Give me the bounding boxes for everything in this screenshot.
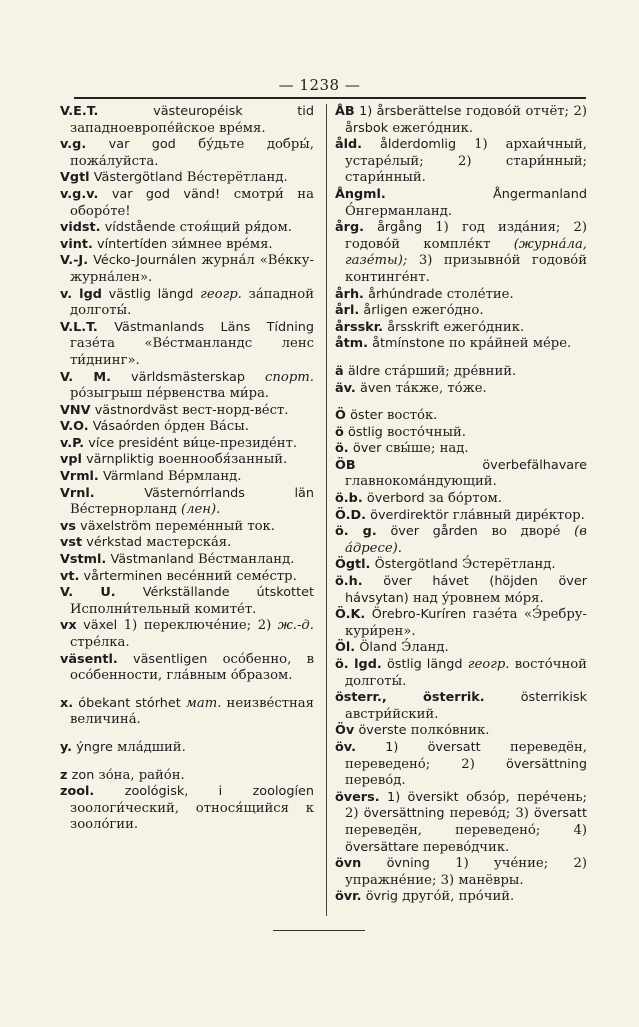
entry-label: (журна́ла, газе́ты);	[345, 236, 587, 269]
dictionary-entry	[60, 469, 314, 486]
dictionary-entry	[60, 253, 314, 286]
entry-swedish: växelström	[80, 518, 152, 534]
page-number: — 1238 —	[278, 76, 361, 94]
entry-translation: о́рден Ва́сы.	[164, 419, 249, 435]
entry-translation: мастерска́я.	[146, 535, 232, 551]
dictionary-entry	[335, 381, 587, 398]
dictionary-entry	[60, 552, 314, 569]
entry-headword: Ångml.	[335, 186, 386, 202]
entry-translation: ежего́дник.	[443, 319, 525, 335]
dictionary-entry	[60, 569, 314, 586]
entry-swedish: 1) årsberättelse	[359, 104, 462, 119]
entry-headword: Ö.D.	[335, 507, 366, 523]
dictionary-entry	[60, 652, 314, 685]
entry-headword: åld.	[335, 137, 363, 153]
entry-headword: övr.	[335, 889, 362, 905]
entry-headword: ö.	[335, 441, 349, 457]
entry-translation: 1) архаи́чный, устаре́лый; 2) стари́нный; стари́нный.	[345, 137, 587, 186]
entry-swedish: Västernórrlands län	[144, 485, 314, 501]
entry-translation: перево́дчик.	[422, 839, 510, 855]
entry-translation: весе́нний семе́стр.	[166, 568, 297, 584]
dictionary-entry	[60, 768, 314, 785]
entry-translation: бу́дьте добры́, пожа́луйста.	[70, 137, 314, 169]
entry-headword: x.	[60, 695, 74, 711]
entry-swedish: årgång	[377, 220, 423, 236]
entry-swedish: österrikisk	[520, 690, 587, 706]
entry-swedish: översättare	[345, 839, 419, 855]
entry-headword: y.	[60, 739, 73, 755]
entry-translation: смотри́ на оборо́те!	[70, 186, 314, 219]
entry-headword: z	[60, 767, 68, 783]
entry-swedish: zon	[71, 767, 95, 783]
entry-headword: Vrml.	[60, 469, 99, 485]
entry-headword: V. U.	[60, 585, 116, 601]
dictionary-entry	[60, 220, 314, 237]
entry-headword: v. lgd	[60, 286, 102, 302]
entry-translation: ежего́дно.	[411, 303, 484, 319]
entry-translation: вест-норд-ве́ст.	[182, 402, 289, 418]
entry-translation: по кра́йней ме́ре.	[448, 336, 572, 352]
entry-swedish: öster	[350, 408, 383, 424]
entry-headword: V.O.	[60, 419, 89, 435]
entry-headword: Vrnl.	[60, 485, 95, 501]
entry-swedish: översatt	[533, 806, 587, 822]
entry-label: мат.	[185, 695, 222, 711]
entry-headword: årh.	[335, 286, 364, 302]
dictionary-entry	[60, 287, 314, 320]
entry-translation: 1) переключе́ние; 2)	[123, 618, 272, 634]
entry-swedish: 1) översatt	[385, 739, 481, 755]
entry-translation: за́падной долготы́.	[70, 286, 314, 319]
entry-swedish: översättning	[363, 806, 445, 822]
entry-swedish: världsmästerskap	[131, 369, 245, 385]
entry-swedish: över gården	[390, 524, 478, 540]
entry-translation: полко́вник.	[410, 723, 490, 739]
entry-translation: над у́ровнем мо́ря.	[412, 590, 544, 606]
entry-translation: журна́л «Ве́кку-журна́лен».	[70, 253, 314, 285]
entry-headword: vs	[60, 518, 76, 534]
entry-swedish: östlig	[348, 424, 383, 440]
dictionary-entry	[335, 408, 587, 425]
entry-swedish: Ångermanland	[493, 186, 587, 202]
dictionary-entry	[60, 486, 314, 519]
dictionary-entry	[335, 441, 587, 458]
entry-translation: обзо́р, пере́чень; 2)	[345, 789, 587, 822]
dictionary-entry	[60, 535, 314, 552]
entry-translation: Исполни́тельный комите́т.	[70, 601, 257, 617]
entry-swedish: ålderdomlig	[380, 137, 457, 153]
dictionary-entry	[335, 524, 587, 557]
dictionary-entry	[335, 137, 587, 187]
dictionary-entry	[60, 170, 314, 187]
entry-swedish: överbefälhavare	[482, 457, 587, 473]
entry-translation: перево́д.	[345, 773, 406, 789]
entry-swedish: även	[360, 380, 392, 396]
entry-swedish: 1) översikt	[387, 789, 459, 805]
entry-swedish: vårterminen	[83, 568, 163, 584]
entry-swedish: över	[352, 441, 382, 457]
entry-headword: vint.	[60, 236, 93, 252]
dictionary-entry	[335, 574, 587, 607]
entry-swedish: överbord	[366, 491, 425, 507]
entry-headword: ö.b.	[335, 491, 363, 507]
right-column	[335, 104, 587, 906]
entry-swedish: zoológisk, i zoologíen	[124, 784, 314, 800]
entry-swedish: östlig längd	[386, 657, 463, 672]
dictionary-entry	[335, 187, 587, 220]
entry-translation: Ве́рмланд.	[167, 469, 242, 485]
entry-translation: переме́нный ток.	[155, 518, 275, 534]
dictionary-entry	[335, 336, 587, 353]
dictionary-entry	[335, 287, 587, 304]
entry-translation: переведён, переведено́; 2)	[345, 739, 587, 772]
entry-swedish: Vásaórden	[92, 419, 160, 435]
entry-label: (в а́дресе).	[345, 524, 587, 556]
dictionary-entry	[335, 690, 587, 723]
dictionary-entry	[60, 137, 314, 170]
entry-swedish: óbekant stórhet	[78, 695, 181, 711]
entry-swedish: åtmínstone	[372, 336, 445, 352]
entry-translation: газе́та «Э́ребру-кури́рен».	[345, 607, 587, 639]
entry-headword: Ögtl.	[335, 557, 371, 573]
entry-headword: årsskr.	[335, 319, 384, 335]
entry-translation: годово́й отчёт; 2)	[465, 104, 587, 119]
entry-translation: ста́рший; дре́вний.	[384, 363, 517, 379]
entry-swedish: Värmland	[103, 469, 164, 485]
entry-headword: Ö	[335, 408, 346, 424]
entry-swedish: årligen	[363, 303, 408, 319]
entry-translation: во дворе́	[491, 524, 561, 540]
entry-translation: неизве́стная величина́.	[70, 695, 314, 728]
entry-swedish: Västmanlands Läns Tídning	[114, 319, 314, 335]
entry-translation: стоя́щий ря́дом.	[179, 220, 292, 236]
entry-label: геогр.	[467, 657, 510, 672]
entry-headword: V.E.T.	[60, 104, 99, 119]
entry-headword: äv.	[335, 380, 356, 396]
entry-translation: Ве́стернорланд	[70, 502, 177, 518]
entry-headword: vst	[60, 535, 83, 551]
entry-translation: перево́д; 3)	[449, 806, 529, 822]
entry-translation: Э́стерётланд.	[462, 557, 556, 573]
entry-translation: главнокома́ндующий.	[345, 474, 497, 490]
entry-headword: väsentl.	[60, 651, 118, 667]
entry-swedish: väsentligen	[133, 651, 208, 667]
entry-swedish: över hávet (höjden över hávsytan)	[345, 574, 587, 606]
dictionary-entry	[60, 237, 314, 254]
entry-swedish: Örebro-Kuríren	[371, 607, 467, 623]
entry-headword: Öl.	[335, 640, 356, 656]
entry-headword: ö. g.	[335, 524, 377, 540]
entry-swedish: översättning	[506, 756, 587, 772]
entry-translation: газе́та «Ве́стманландс ленс ти́днинг».	[70, 336, 314, 368]
entry-translation: О́нгерманланд.	[345, 203, 453, 219]
entry-swedish: var god vänd!	[111, 186, 221, 202]
entry-label: ж.-д.	[277, 618, 314, 634]
dictionary-entry	[60, 320, 314, 370]
entry-swedish: växel	[83, 618, 118, 634]
dictionary-entry	[60, 436, 314, 453]
dictionary-entry	[60, 370, 314, 403]
entry-headword: övers.	[335, 789, 380, 805]
entry-headword: VNV	[60, 402, 91, 418]
dictionary-entry	[60, 784, 314, 834]
dictionary-entry	[335, 740, 587, 790]
entry-swedish: ýngre	[76, 739, 113, 755]
entry-translation: ежего́дник.	[392, 120, 474, 136]
entry-swedish: víntertíden	[97, 236, 168, 252]
dictionary-entry	[335, 491, 587, 508]
entry-swedish: västnordväst	[94, 402, 179, 418]
entry-headword: Vstml.	[60, 552, 107, 568]
entry-translation: 1) уче́ние; 2) упражне́ние; 3) манёвры.	[345, 856, 587, 888]
dictionary-entry	[335, 220, 587, 286]
entry-swedish: århúndrade	[368, 286, 443, 302]
dictionary-entry	[335, 790, 587, 856]
entry-headword: v.g.v.	[60, 186, 99, 202]
entry-translation: мла́дший.	[117, 739, 186, 755]
dictionary-entry	[60, 740, 314, 757]
entry-headword: Ö.K.	[335, 607, 366, 623]
dictionary-entry	[60, 403, 314, 420]
entry-swedish: Vérkställande útskottet	[142, 585, 314, 601]
dictionary-entry	[335, 303, 587, 320]
dictionary-entry	[60, 585, 314, 618]
entry-headword: vidst.	[60, 220, 101, 236]
entry-swedish: västlig längd	[108, 286, 194, 302]
entry-label: спорт.	[265, 369, 314, 385]
entry-headword: V. M.	[60, 369, 111, 385]
entry-translation: зо́на, райо́н.	[98, 767, 185, 783]
entry-swedish: vérkstad	[86, 535, 143, 551]
entry-headword: ä	[335, 363, 344, 379]
entry-headword: vt.	[60, 568, 80, 584]
entry-swedish: övrig	[365, 889, 399, 905]
entry-translation: Ве́стерётланд.	[186, 170, 288, 186]
entry-swedish: äldre	[347, 363, 381, 379]
entry-headword: öv.	[335, 739, 356, 755]
dictionary-entry	[60, 618, 314, 651]
dictionary-entry	[335, 425, 587, 442]
entry-headword: övn	[335, 856, 362, 872]
entry-translation: зи́мнее вре́мя.	[171, 236, 273, 252]
entry-headword: V.-J.	[60, 253, 89, 269]
entry-translation: друго́й, про́чий.	[402, 889, 515, 905]
entry-headword: V.L.T.	[60, 319, 98, 335]
entry-translation: восто́чной долготы́.	[345, 657, 587, 689]
entry-swedish: västeuropéisk tid	[153, 104, 314, 119]
entry-headword: ÅB	[335, 104, 355, 119]
dictionary-entry	[335, 657, 587, 690]
entry-headword: årg.	[335, 220, 364, 236]
entry-swedish: värnpliktig	[86, 452, 154, 468]
entry-headword: ö. lgd.	[335, 657, 382, 672]
dictionary-entry	[335, 640, 587, 657]
dictionary-entry	[335, 723, 587, 740]
entry-swedish: více presidént	[88, 435, 179, 451]
entry-label: геогр.	[200, 286, 242, 302]
dictionary-entry	[335, 104, 587, 137]
entry-translation: та́кже, то́же.	[395, 380, 487, 396]
entry-swedish: årsbok	[345, 120, 389, 136]
entry-headword: vx	[60, 618, 77, 634]
dictionary-entry	[335, 508, 587, 525]
dictionary-entry	[60, 104, 314, 137]
entry-translation: восто́к.	[386, 408, 438, 424]
entry-headword: ö	[335, 424, 344, 440]
dictionary-entry	[335, 856, 587, 889]
top-rule	[74, 97, 586, 99]
dictionary-entry	[60, 452, 314, 469]
entry-translation: 3) призывно́й годово́й континге́нт.	[345, 253, 587, 285]
entry-translation: зоологи́ческий, относя́щийся к зооло́гии.	[70, 800, 314, 833]
bottom-rule	[273, 930, 365, 931]
entry-translation: за бо́ртом.	[428, 491, 503, 507]
dictionary-entry	[335, 557, 587, 574]
entry-translation: гла́вный дире́ктор.	[452, 507, 585, 523]
entry-translation: осо́бенно, в осо́бенности, гла́вным о́бразом.	[70, 651, 314, 684]
entry-translation: стре́лка.	[70, 635, 130, 650]
entry-swedish: överste	[358, 723, 407, 739]
entry-translation: восто́чный.	[386, 424, 466, 440]
entry-swedish: Västmanland	[110, 552, 194, 568]
entry-headword: österr., österrik.	[335, 690, 485, 706]
dictionary-entry	[335, 607, 587, 640]
column-divider	[326, 104, 327, 916]
entry-swedish: Västergötland	[93, 170, 183, 186]
dictionary-entry	[60, 519, 314, 536]
entry-swedish: Vécko-Journálen	[93, 253, 197, 269]
entry-headword: årl.	[335, 303, 360, 319]
entry-swedish: var god	[108, 137, 176, 153]
entry-translation: ро́зыгрыш пе́рвенства ми́ра.	[70, 386, 270, 402]
entry-headword: åtm.	[335, 336, 368, 352]
entry-translation: западноевропе́йское вре́мя.	[70, 120, 266, 136]
dictionary-entry	[335, 364, 587, 381]
entry-translation: 1) год изда́ния; 2) годово́й компле́кт	[345, 220, 587, 252]
entry-swedish: övning	[386, 856, 430, 872]
entry-translation: австри́йский.	[345, 706, 439, 722]
entry-headword: v.g.	[60, 137, 87, 153]
entry-swedish: överdirektör	[370, 507, 449, 523]
entry-headword: ÖB	[335, 457, 356, 473]
entry-headword: zool.	[60, 784, 95, 800]
dictionary-entry	[60, 419, 314, 436]
entry-translation: столе́тие.	[446, 286, 514, 302]
entry-swedish: Öland	[359, 640, 398, 656]
entry-headword: Vgtl	[60, 170, 90, 186]
entry-translation: свы́ше; над.	[385, 441, 469, 457]
left-column	[60, 104, 314, 834]
entry-translation: Ве́стманланд.	[197, 552, 295, 568]
entry-swedish: årsskrift	[387, 319, 440, 335]
entry-translation: Э́ланд.	[401, 640, 449, 656]
dictionary-entry	[335, 889, 587, 906]
dictionary-entry	[60, 187, 314, 220]
dictionary-entry	[335, 458, 587, 491]
entry-label: (лен).	[180, 502, 221, 518]
entry-headword: v.P.	[60, 435, 85, 451]
entry-translation: военнообя́занный.	[158, 452, 288, 468]
dictionary-entry	[60, 696, 314, 729]
entry-swedish: vídstående	[104, 220, 176, 236]
entry-translation: переведён, переведено́; 4)	[345, 822, 587, 838]
entry-headword: ö.h.	[335, 574, 363, 590]
entry-swedish: Östergötland	[374, 557, 458, 573]
entry-headword: vpl	[60, 452, 82, 468]
entry-headword: Öv	[335, 723, 355, 739]
dictionary-entry	[335, 320, 587, 337]
entry-translation: ви́це-президе́нт.	[182, 435, 298, 451]
